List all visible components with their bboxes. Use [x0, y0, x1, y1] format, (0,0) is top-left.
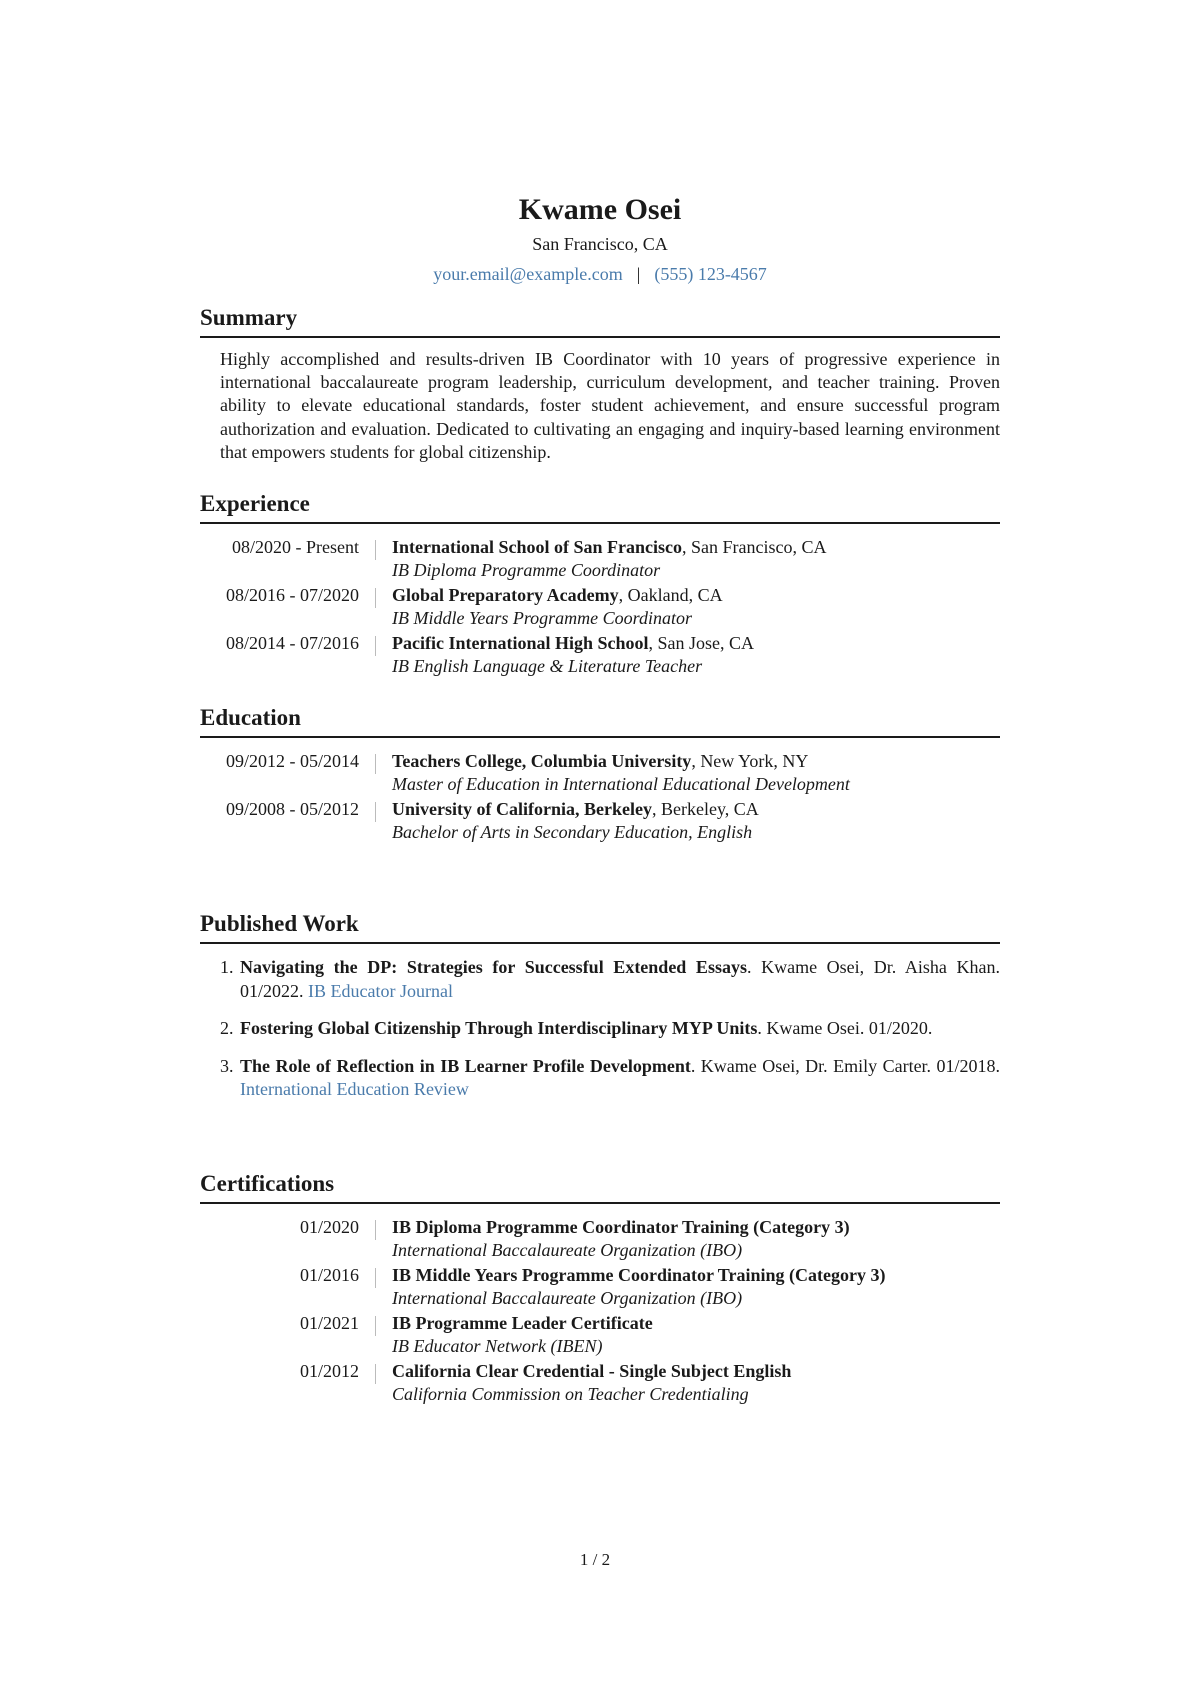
entry-organization: International School of San Francisco	[392, 537, 683, 557]
summary-heading: Summary	[200, 303, 1000, 338]
certifications-heading: Certifications	[200, 1169, 1000, 1204]
entry-date: 01/2020	[299, 1217, 359, 1237]
publication-title: The Role of Reflection in IB Learner Profile Development	[240, 1055, 691, 1076]
publication-item	[220, 1017, 1000, 1041]
entry-institution: University of California, Berkeley	[392, 799, 652, 819]
published-section	[200, 909, 1000, 1116]
entry-organization: Pacific International High School	[392, 633, 649, 653]
entry-date: 08/2014 - 07/2016	[226, 633, 359, 653]
resume-header	[200, 190, 1000, 288]
experience-entry	[200, 584, 1000, 632]
publication-details: . Kwame Osei. 01/2020.	[757, 1018, 933, 1038]
certification-issuer: IB Educator Network (IBEN)	[392, 1336, 603, 1356]
publication-item	[220, 956, 1001, 1003]
publication-number: 2.	[220, 1018, 234, 1038]
publication-details: . Kwame Osei, Dr. Aisha Khan. 01/2022.	[240, 957, 1001, 1001]
certification-name: IB Diploma Programme Coordinator Training (Category 3)	[392, 1217, 850, 1237]
certification-issuer: International Baccalaureate Organization (IBO)	[392, 1288, 743, 1308]
entry-place: , Oakland, CA	[618, 585, 723, 605]
published-heading: Published Work	[200, 909, 1000, 944]
education-entry	[200, 750, 1000, 798]
phone-link[interactable]: (555) 123-4567	[654, 264, 767, 284]
education-entry	[200, 798, 1000, 846]
education-section	[200, 703, 1000, 846]
entry-role: IB Middle Years Programme Coordinator	[392, 608, 693, 628]
entry-role: IB Diploma Programme Coordinator	[392, 560, 661, 580]
certification-entry	[200, 1264, 1000, 1312]
education-heading: Education	[200, 703, 1000, 738]
email-link[interactable]: your.email@example.com	[433, 264, 623, 284]
certification-entry	[200, 1216, 1000, 1264]
candidate-location: San Francisco, CA	[532, 234, 668, 254]
entry-place: , San Francisco, CA	[682, 537, 827, 557]
entry-degree: Bachelor of Arts in Secondary Education, English	[392, 822, 753, 842]
summary-text: Highly accomplished and results-driven IB Coordinator with 10 years of progressive experience in international baccalaureate program leadership, curriculum development, and teacher training. Proven ability to elevate educational standards, foster student achievement, and ensure successful program authorization and evaluation. Dedicated to cultivating an engaging and inquiry-based learning environment that empowers students for global citizenship.	[220, 349, 1000, 462]
publication-details: . Kwame Osei, Dr. Emily Carter. 01/2018.	[690, 1055, 1001, 1076]
experience-section	[200, 489, 1000, 680]
entry-place: , Berkeley, CA	[651, 799, 759, 819]
entry-institution: Teachers College, Columbia University	[392, 751, 692, 771]
certification-issuer: California Commission on Teacher Credentialing	[392, 1384, 749, 1404]
certifications-section	[200, 1169, 1000, 1408]
contact-line	[200, 260, 1000, 288]
experience-entry	[200, 632, 1000, 680]
certification-name: IB Middle Years Programme Coordinator Training (Category 3)	[392, 1265, 886, 1285]
publication-title: Fostering Global Citizenship Through Interdisciplinary MYP Units	[240, 1018, 758, 1038]
page-number: 1 / 2	[579, 1550, 611, 1569]
candidate-name: Kwame Osei	[518, 193, 682, 226]
entry-date: 08/2020 - Present	[232, 537, 359, 557]
certification-issuer: International Baccalaureate Organization (IBO)	[392, 1240, 743, 1260]
entry-date: 01/2012	[299, 1361, 359, 1381]
experience-entry	[200, 536, 1000, 584]
entry-date: 09/2008 - 05/2012	[226, 799, 359, 819]
publication-title: Navigating the DP: Strategies for Successful Extended Essays	[240, 957, 747, 977]
publication-number: 1.	[220, 957, 234, 977]
contact-separator: |	[636, 264, 641, 284]
entry-date: 09/2012 - 05/2014	[226, 751, 359, 771]
certification-name: California Clear Credential - Single Subject English	[392, 1361, 792, 1381]
entry-place: , New York, NY	[691, 751, 809, 771]
publication-venue-link[interactable]: IB Educator Journal	[308, 980, 453, 1001]
publication-number: 3.	[220, 1055, 234, 1076]
entry-degree: Master of Education in International Educational Development	[392, 774, 850, 794]
entry-date: 08/2016 - 07/2020	[226, 585, 359, 605]
publication-item	[220, 1055, 1001, 1102]
entry-organization: Global Preparatory Academy	[392, 585, 619, 605]
entry-date: 01/2021	[299, 1313, 359, 1333]
entry-date: 01/2016	[299, 1265, 359, 1285]
certification-entry	[200, 1312, 1000, 1360]
certification-name: IB Programme Leader Certificate	[392, 1313, 653, 1333]
entry-place: , San Jose, CA	[648, 633, 755, 653]
publication-venue-link[interactable]: International Education Review	[240, 1079, 469, 1099]
entry-role: IB English Language & Literature Teacher	[392, 656, 703, 676]
summary-section	[200, 303, 1000, 464]
certification-entry	[200, 1360, 1000, 1408]
experience-heading: Experience	[200, 489, 1000, 524]
